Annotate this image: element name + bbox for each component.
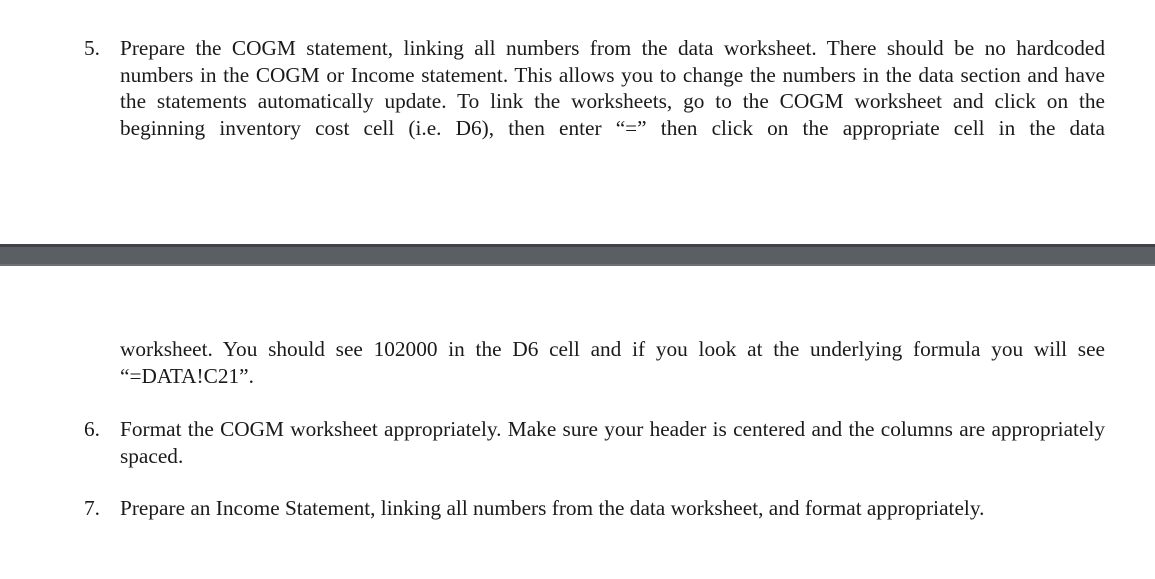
item-5-number: 5. [84, 36, 100, 60]
item-5-text-part1: Prepare the COGM statement, linking all numbers from the data worksheet. There should be no hardcoded numbers in the COGM or Income statement. This allows you to change the numbers in the data section and have the statements automatically update. To link the worksheets, go to the COGM worksheet and click on the beginning inventory cost cell (i.e. D6), then enter “=” then click on the appropriate cell in the data [120, 36, 1105, 140]
item-6-number: 6. [84, 417, 100, 441]
page-break-divider [0, 244, 1155, 266]
page-top [0, 0, 1155, 244]
item-6-text: Format the COGM worksheet appropriately. Make sure your header is centered and the columns are appropriately spaced. [120, 417, 1105, 468]
item-7-number: 7. [84, 496, 100, 520]
page-bottom [0, 266, 1155, 579]
item-5-text-part2: worksheet. You should see 102000 in the D6 cell and if you look at the underlying formula you will see “=DATA!C21”. [120, 337, 1105, 388]
item-7-text: Prepare an Income Statement, linking all numbers from the data worksheet, and format appropriately. [120, 496, 985, 520]
